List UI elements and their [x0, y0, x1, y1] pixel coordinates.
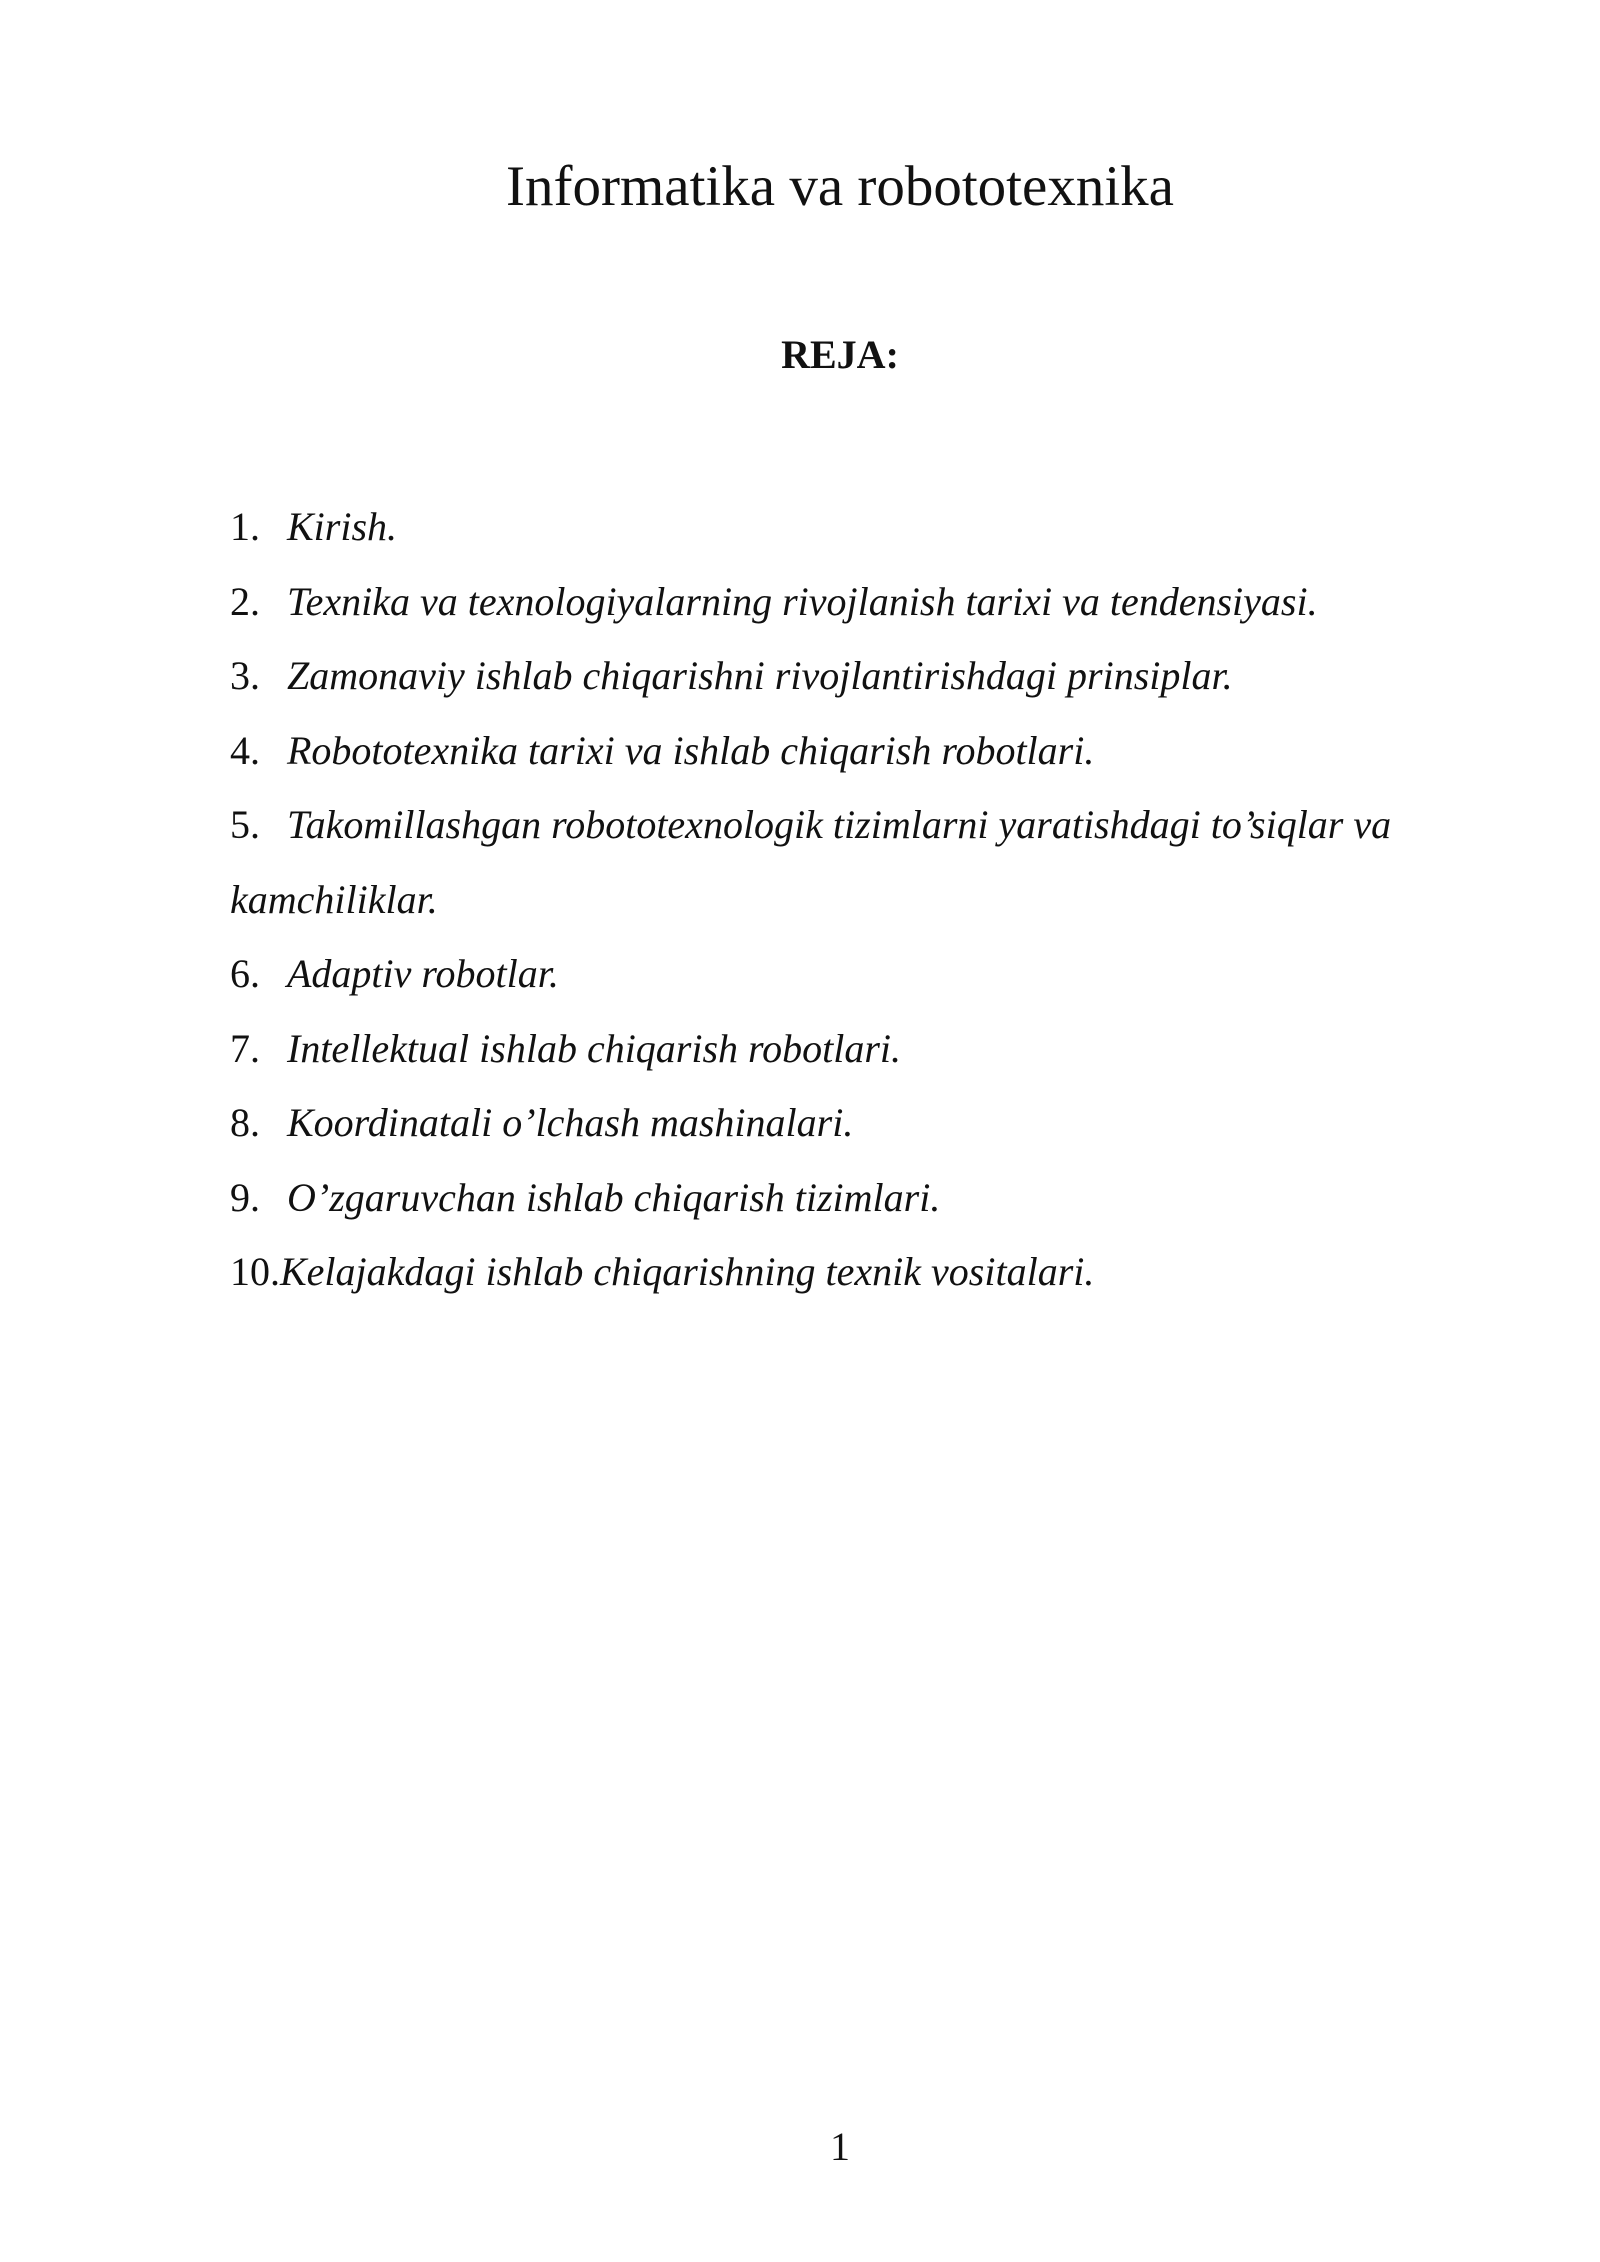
toc-item-number: 5. [230, 802, 260, 847]
toc-item-text: Robototexnika tarixi va ishlab chiqarish robotlari. [287, 727, 1095, 773]
toc-item [230, 565, 1480, 640]
table-of-contents [230, 490, 1480, 1310]
toc-item-text: Kelajakdagi ishlab chiqarishning texnik vositalari. [280, 1249, 1095, 1294]
toc-item-text: Zamonaviy ishlab chiqarishni rivojlantirishdagi prinsiplar. [287, 653, 1233, 698]
toc-item-text: Adaptiv robotlar. [287, 951, 559, 996]
toc-item [230, 1161, 1480, 1236]
toc-item [230, 937, 1480, 1012]
toc-item-number: 7. [230, 1025, 260, 1071]
toc-item-number: 1. [230, 504, 260, 549]
toc-item [230, 1235, 1480, 1310]
section-heading: REJA: [781, 332, 899, 377]
toc-item-number: 8. [230, 1100, 260, 1145]
toc-item [230, 490, 1480, 565]
toc-item-text: Kirish. [287, 504, 398, 549]
toc-item [230, 714, 1480, 789]
toc-item-text: Koordinatali o’lchash mashinalari. [287, 1100, 854, 1145]
toc-item [230, 639, 1480, 714]
toc-item [230, 1012, 1480, 1087]
toc-item-number: 4. [230, 727, 260, 773]
toc-item-text: Intellektual ishlab chiqarish robotlari. [287, 1025, 902, 1071]
toc-item-text: Texnika va texnologiyalarning rivojlanish tarixi va tendensiyasi. [287, 578, 1318, 624]
toc-item-number: 10. [230, 1249, 280, 1294]
page-number: 1 [830, 2124, 850, 2169]
document-title: Informatika va robototexnika [506, 155, 1174, 218]
toc-item-text: Takomillashgan robototexnologik tizimlarni yaratishdagi to’siqlar va kamchiliklar. [230, 802, 1392, 922]
toc-item-number: 6. [230, 951, 260, 996]
toc-item-number: 2. [230, 578, 260, 624]
toc-item-number: 3. [230, 653, 260, 698]
toc-item-text: O’zgaruvchan ishlab chiqarish tizimlari. [287, 1174, 941, 1220]
toc-item [230, 788, 1480, 937]
toc-item [230, 1086, 1480, 1161]
toc-item-number: 9. [230, 1174, 260, 1220]
